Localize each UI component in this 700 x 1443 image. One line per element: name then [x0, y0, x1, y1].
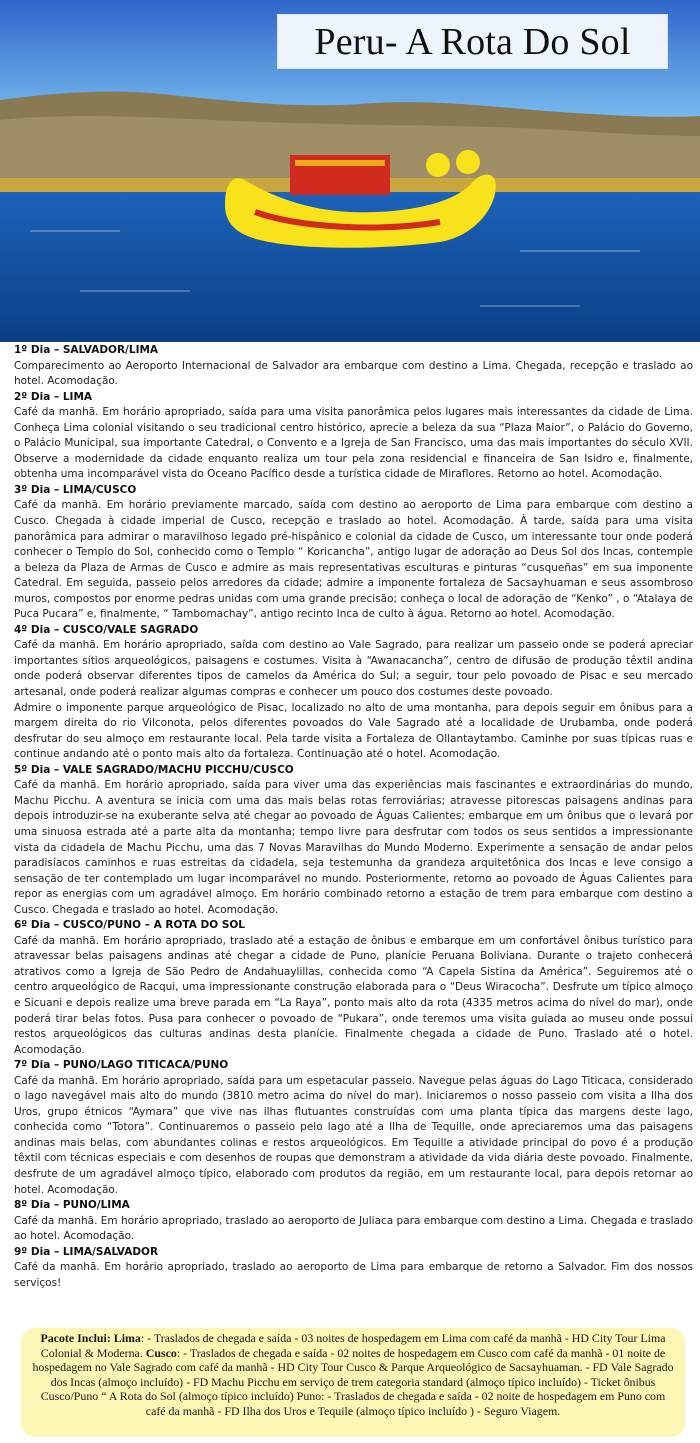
- day-7: [14, 1058, 693, 1198]
- day-heading: 3º Dia – LIMA/CUSCO: [14, 483, 137, 496]
- day-4: [14, 623, 693, 763]
- day-5: [14, 763, 693, 918]
- itinerary: [14, 343, 693, 1291]
- hero-image: [0, 0, 700, 342]
- day-text: Café da manhã. Em horário apropriado, saída para uma visita panorâmica pelos lugares mais interessantes da cidade de Lima. Conheça Lima colonial visitando o seu tradicional centro histórico, aprecie a beleza da sua “Plaza Maior”, o Palácio do Governo, o Palácio Municipal, sua importante Catedral, o Convento e a Igreja de San Francisco, uma das mais importantes do século XVII. Observe a modernidade da cidade enquanto realiza um tour pela zona residencial e financeira de San Isidro e, finalmente, obtenha uma incomparável vista do Oceano Pacífico desde a turística cidade de Miraflores. Retorno ao hotel. Acomodação.: [14, 406, 693, 481]
- day-text: Café da manhã. Em horário apropriado, saída com destino ao Vale Sagrado, para realizar um passeio onde se poderá apreciar importantes sítios arqueológicos, paisagens e costumes. Visita à “Awanacancha”, centro de difusão de produção têxtil andina onde poderá observar diferentes tipos de camelos da América do Sul; a seguir, tour pelo povoado de Pisac e seu mercado artesanal, onde poderá realizar algumas compras e conhecer um pouco dos costumes deste povoado.: [14, 639, 693, 699]
- day-3: [14, 483, 693, 623]
- day-text: Café da manhã. Em horário apropriado, saída para viver uma das experiências mais fascinantes e extraordinárias do mundo, Machu Picchu. A aventura se inicia com uma das mais belas rotas ferroviárias; atravesse pitorescas paisagens andinas para depois introduzir-se na exuberante selva até chegar ao povoado de Águas Calientes; embarque em um ônibus que o levará por uma sinuosa estrada até a parte alta da montanha; tempo livre para desfrutar com todos os seus sentidos a impressionante vista da cidadela de Machu Picchu, uma das 7 Novas Maravilhas do Mundo Moderno. Experimente a sensação de andar pelos paradisíacos caminhos e ruas estreitas da cidadela, seja testemunha da grandeza arquitetônica dos Incas e leve consigo a sensação de ter contemplado um lugar incomparável no mundo. Posteriormente, retorno ao povoado de Águas Calientes para repor as energias com um agradável almoço. Em horário combinado retorno a estação de trem para embarque com destino a Cusco. Chegada e traslado ao hotel. Acomodação.: [14, 779, 693, 916]
- day-heading: 2º Dia – LIMA: [14, 390, 93, 403]
- package-cusco-label: Cusco: [145, 1345, 177, 1360]
- day-1: [14, 343, 693, 390]
- day-heading: 7º Dia – PUNO/LAGO TITICACA/PUNO: [14, 1059, 229, 1072]
- package-cusco-text: : - Traslados de chegada e saída - 02 noites de hospedagem em Cusco com café da manhã - 01 noite de hospedagem no Vale Sagrado com café da manhã - HD City Tour Cusco & Parque Arqueológico de Sacsayhuaman. - FD Vale Sagrado dos Incas (almoço incluído) - FD Machu Picchu em serviço de trem categoria standard (almoço típico incluído) - Ticket ônibus Cusco/Puno “ A Rota do Sol (almoço típico incluído) Puno: - Traslados de chegada e saída - 02 noite de hospedagem em Puno com café da manhã - FD Ilha dos Uros e Tequile (almoço típico incluído ) - Seguro Viagem.: [32, 1345, 674, 1418]
- day-heading: 8º Dia – PUNO/LIMA: [14, 1199, 130, 1212]
- day-2: [14, 390, 693, 483]
- package-label: Pacote Inclui:: [40, 1331, 111, 1345]
- day-text: Café da manhã. Em horário apropriado, saída para um espetacular passeio. Navegue pelas águas do Lago Titicaca, considerado o lago navegável mais alto do mundo (3810 metro acima do nível do mar). Iniciaremos o nosso passeio com visita a Ilha dos Uros, grupo étnicos “Aymara” que vive nas ilhas flutuantes construídas com uma planta típica das margens deste lago, conhecida como “Totora”. Continuaremos o passeio pelo lago até a Ilha de Tequille, onde apreciaremos uma das paisagens andinas mais belas, com abundantes colinas e restos arqueológicos. Em Tequille a atividade principal do povo é a produção têxtil com técnicas especiais e com desenhos de roupas que demonstram a atividade da vida diária deste povoado. Finalmente, desfrute de um agradável almoço típico, elaborado com produtos da região, em um restaurante local, para depois retornar ao hotel. Acomodação.: [14, 1074, 693, 1196]
- day-text: Comparecimento ao Aeroporto Internacional de Salvador ara embarque com destino a Lima. Chegada, recepção e traslado ao hotel. Acomodação.: [14, 359, 693, 388]
- day-6: [14, 918, 693, 1058]
- day-text: Café da manhã. Em horário apropriado, traslado ao aeroporto de Juliaca para embarque com destino a Lima. Chegada e traslado ao hotel. Acomodação.: [14, 1214, 694, 1243]
- day-heading: 1º Dia – SALVADOR/LIMA: [14, 344, 159, 356]
- day-8: [14, 1198, 693, 1245]
- day-text: Café da manhã. Em horário previamente marcado, saída com destino ao aeroporto de Lima para embarque com destino a Cusco. Chegada à cidade imperial de Cusco, recepção e traslado ao hotel. Acomodação. À tarde, saída para uma visita panorâmica para admirar o maravilhoso legado pré-hispânico e colonial da cidade de Cusco, um interessante tour onde poderá conhecer o Templo do Sol, conhecido como o Templo “ Koricancha”, antigo lugar de adoração ao Deus Sol dos Incas, contemple a beleza da Plaza de Armas de Cusco e admire as mais representativas esculturas e pinturas “cusqueñas” em sua imponente Catedral. Em seguida, passeio pelos arredores da cidade; admire a imponente fortaleza de Sacsayhuaman e seus assombroso muros, compostos por enorme pedras unidas com uma grande precisão; conheça o local de adoração de “Kenko” , o “Atalaya de Puca Pucara” e, finalmente, “ Tambomachay”, antigo recinto Inca de culto à água. Retorno ao hotel. Acomodação.: [14, 499, 693, 621]
- title-box: [277, 14, 668, 69]
- day-heading: 5º Dia – VALE SAGRADO/MACHU PICCHU/CUSCO: [14, 763, 294, 776]
- day-heading: 9º Dia – LIMA/SALVADOR: [14, 1245, 159, 1258]
- page-title: Peru- A Rota Do Sol: [314, 20, 631, 63]
- package-lima-label: Lima: [113, 1331, 141, 1345]
- day-heading: 4º Dia – CUSCO/VALE SAGRADO: [14, 623, 199, 636]
- day-text: Admire o imponente parque arqueológico de Pisac, localizado no alto de uma montanha, para depois seguir em ônibus para a margem direita do rio Vilconota, pelos diferentes povoados do Vale Sagrado até a localidade de Urubamba, onde poderá desfrutar do seu almoço em restaurante local. Pela tarde visita a Fortaleza de Ollantaytambo. Caminhe por suas típicas ruas e continue andando até o ponto mais alto da fortaleza. Continuação até o hotel. Acomodação.: [14, 701, 693, 761]
- package-includes-box: [21, 1328, 685, 1437]
- package-lima-text: : - Traslados de chegada e saída - 03 noites de hospedagem em Lima com café da manhã - HD City Tour Lima Colonial & Moderna.: [40, 1331, 666, 1360]
- day-text: Café da manhã. Em horário apropriado, traslado até a estação de ônibus e embarque em um confortável ônibus turístico para atravessar belas paisagens andinas até chegar a cidade de Puno, planície Peruana Boliviana. Durante o trajeto conhecerá atrativos como a Igreja de São Pedro de Andahuaylillas, conhecida como “A Capela Sistina da América”. Seguiremos até o centro arqueológico de Racqui, uma impressionante construção elaborada para o “Deus Wiracocha”. Desfrute um típico almoço e Sicuani e depois realize uma breve parada em “La Raya”, ponto mais alto da rota (4335 metros acima do nível do mar), onde poderá tirar belas fotos. Pusa para conhecer o povoado de “Pukara”, onde teremos uma visita guiada ao museu onde possui restos arqueológicos das culturas andinas desta planície. Finalmente chegada a cidade de Puno. Traslado até o hotel. Acomodação.: [14, 934, 693, 1056]
- day-text: Café da manhã. Em horário apropriado, traslado ao aeroporto de Lima para embarque de retorno a Salvador. Fim dos nossos serviços!: [14, 1261, 693, 1289]
- day-9: [14, 1245, 693, 1292]
- day-heading: 6º Dia – CUSCO/PUNO – A ROTA DO SOL: [14, 919, 245, 932]
